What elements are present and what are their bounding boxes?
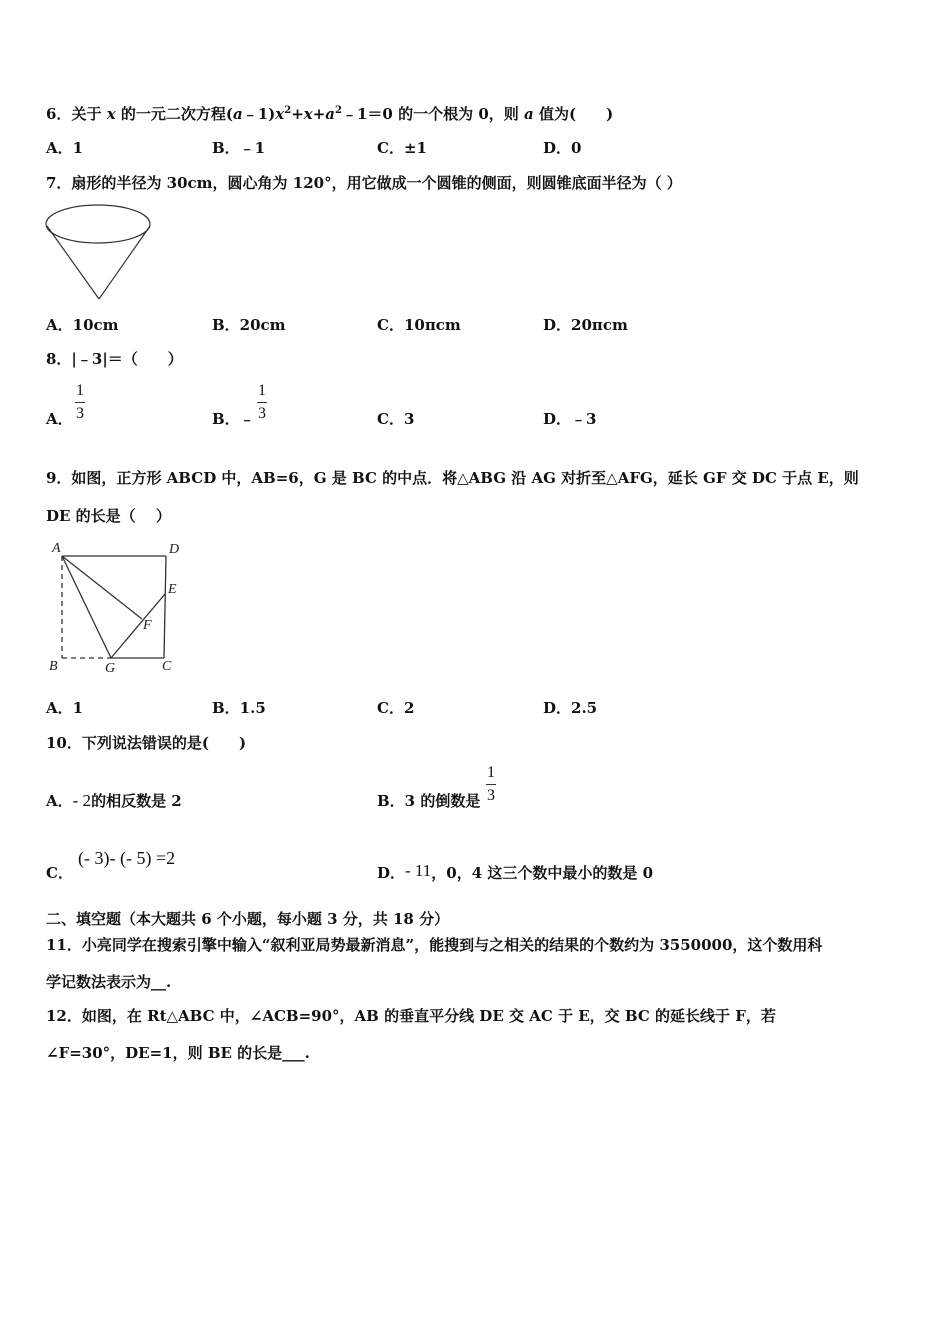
q9-stem-line2: DE 的长是（ ）	[46, 507, 171, 525]
q7-stem: 7．扇形的半径为 30cm，圆心角为 120°，用它做成一个圆锥的侧面，则圆锥底面半径为（ ）	[46, 174, 682, 192]
segment-af	[62, 556, 142, 619]
label-g: G	[105, 661, 116, 676]
q9-stem-line1: 9．如图，正方形 ABCD 中，AB=6，G 是 BC 的中点．将△ABG 沿 AG 对折至△AFG，延长 GF 交 DC 于点 E，则	[46, 469, 859, 487]
q9-option-b[interactable]: B．1.5	[212, 699, 266, 717]
label-f: F	[143, 618, 152, 633]
label-a: A	[52, 541, 61, 556]
q9-option-a[interactable]: A．1	[46, 699, 84, 717]
label-c: C	[162, 659, 172, 674]
q8-option-b-fraction: 1 3	[258, 382, 266, 422]
q8-option-d[interactable]: D．﹣3	[543, 410, 597, 428]
q6-option-c[interactable]: C．±1	[377, 139, 427, 157]
q10-stem: 10．下列说法错误的是( )	[46, 734, 247, 752]
q8-option-a-fraction: 1 3	[76, 382, 84, 422]
q9-option-c[interactable]: C．2	[377, 699, 415, 717]
q12-line2: ∠F=30°，DE=1，则 BE 的长是___.	[46, 1044, 310, 1062]
q12-line1: 12．如图，在 Rt△ABC 中，∠ACB=90°，AB 的垂直平分线 DE 交 AC 于 E，交 BC 的延长线于 F，若	[46, 1007, 776, 1025]
cone-base-ellipse	[46, 205, 150, 243]
q10-option-b[interactable]: B．3 的倒数是	[377, 792, 481, 810]
q11-line1: 11．小亮同学在搜索引擎中输入“叙利亚局势最新消息”，能搜到与之相关的结果的个数约为 3550000，这个数用科	[46, 936, 823, 954]
q6-stem: 6．关于 x 的一元二次方程$(a﹣1)x^2+x+a^2﹣1=0$ 的一个根为 0，则 a 值为( )	[46, 105, 614, 123]
q7-option-c[interactable]: C．10πcm	[377, 316, 461, 334]
q9-option-d[interactable]: D．2.5	[543, 699, 598, 717]
label-b: B	[49, 659, 58, 674]
cone-left-edge	[47, 226, 99, 299]
q11-line2: 学记数法表示为__.	[46, 973, 172, 991]
label-e: E	[168, 582, 177, 597]
q6-option-b[interactable]: B．﹣1	[212, 139, 266, 157]
square-figure	[44, 538, 194, 678]
q8-option-c[interactable]: C．3	[377, 410, 415, 428]
q10-option-b-fraction: 1 3	[487, 764, 495, 804]
cone-right-edge	[99, 226, 150, 299]
segment-ag	[62, 556, 111, 658]
q7-option-b[interactable]: B．20cm	[212, 316, 286, 334]
q7-option-a[interactable]: A．10cm	[46, 316, 119, 334]
section-heading: 二、填空题（本大题共 6 个小题，每小题 3 分，共 18 分）	[46, 910, 450, 928]
q6-option-a[interactable]: A．1	[46, 139, 84, 157]
q8-option-b[interactable]: B．﹣	[212, 410, 255, 428]
q8-option-a[interactable]: A．	[46, 410, 73, 428]
q10-option-a-expr: - 2	[72, 791, 92, 810]
label-d: D	[169, 542, 180, 557]
q7-option-d[interactable]: D．20πcm	[543, 316, 628, 334]
cone-figure	[44, 202, 156, 302]
q10-option-d-expr: - 11	[405, 861, 432, 880]
segment-ge	[111, 594, 165, 658]
q10-option-c[interactable]: C．	[46, 864, 73, 882]
q8-stem: 8．|﹣3|＝（ ）	[46, 350, 183, 368]
q6-option-d[interactable]: D．0	[543, 139, 582, 157]
edge-dc	[164, 556, 166, 658]
q10-option-d[interactable]: D．- 11，0，4 这三个数中最小的数是 0	[377, 861, 654, 882]
q10-option-a[interactable]: A．- 2的相反数是 2	[46, 791, 182, 810]
q10-option-c-expr: (- 3)- (- 5) =2	[78, 848, 176, 868]
